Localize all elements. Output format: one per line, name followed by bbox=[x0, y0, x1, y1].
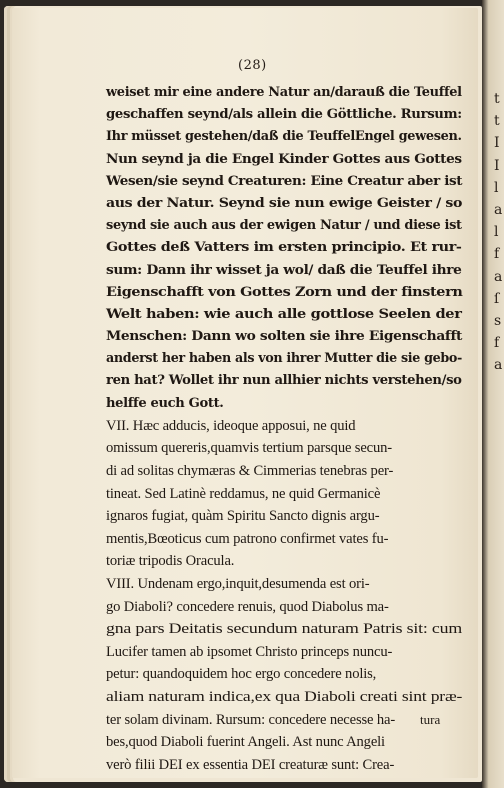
german-line: helffe euch Gott. bbox=[106, 395, 224, 411]
latin-line: VII. Hæc adducis, ideoque apposui, ne quid bbox=[106, 417, 356, 434]
catchword: tura bbox=[420, 712, 441, 727]
facing-page-letters bbox=[494, 88, 504, 376]
facing-letter: s bbox=[494, 312, 502, 329]
latin-line: di ad solitas chymæras & Cimmerias tenebras per- bbox=[106, 463, 394, 479]
german-line: Eigenschafft von Gottes Zorn und der finstern bbox=[106, 284, 463, 300]
german-line: ren hat? Wollet ihr nun allhier nichts verstehen/so bbox=[106, 373, 462, 389]
facing-letter: a bbox=[494, 201, 503, 218]
latin-line: bes,quod Diaboli fuerint Angeli. Ast nunc Angeli bbox=[106, 734, 385, 751]
facing-letter: a bbox=[494, 268, 503, 285]
latin-line: ter solam divinam. Rursum: concedere necesse ha- bbox=[106, 711, 396, 728]
latin-line: verò filii DEI ex essentia DEI creaturæ sunt: Crea- bbox=[106, 756, 395, 773]
german-line: sum: Dann ihr wisset ja wol/ daß die Teuffel ihre bbox=[106, 262, 462, 278]
german-line: aus der Natur. Seynd sie nun ewige Geister / so bbox=[106, 195, 463, 211]
latin-line: Lucifer tamen ab ipsomet Christo princeps nuncu- bbox=[106, 643, 393, 660]
facing-letter: f bbox=[494, 335, 500, 352]
latin-line: omissum quereris,quamvis tertium parsque secun- bbox=[106, 440, 392, 457]
facing-letter: t bbox=[494, 113, 500, 130]
facing-letter: f bbox=[494, 246, 500, 263]
german-paragraph bbox=[106, 82, 462, 415]
german-line: Wesen/sie seynd Creaturen: Eine Creatur aber ist bbox=[106, 173, 463, 189]
page-number: (28) bbox=[238, 58, 267, 73]
latin-line: mentis,Bœoticus cum patrono confirmet vates fu- bbox=[106, 530, 389, 547]
facing-letter: t bbox=[494, 91, 500, 107]
german-line: Nun seynd ja die Engel Kinder Gottes aus Gottes bbox=[106, 151, 462, 167]
latin-line: petur: quandoquidem hoc ergo concedere nolis, bbox=[106, 666, 377, 683]
german-line: Menschen: Dann wo solten sie ihre Eigenschafft bbox=[106, 329, 463, 345]
german-line: geschaffen seynd/als allein die Göttliche. Rursum: bbox=[106, 107, 462, 123]
facing-letter: l bbox=[494, 224, 499, 241]
german-line: Welt haben: wie auch alle gottlose Seelen der bbox=[106, 306, 462, 322]
facing-letter: ſ bbox=[494, 290, 500, 307]
german-line: Ihr müsset gestehen/daß die TeuffelEngel gewesen. bbox=[106, 129, 462, 145]
latin-paragraphs bbox=[106, 415, 462, 777]
latin-line: ignaros fugiat, quàm Spiritu Sancto dignis argu- bbox=[106, 508, 380, 525]
latin-line: gna pars Deitatis secundum naturam Patris sit: cum bbox=[106, 621, 463, 638]
facing-letter: I bbox=[494, 157, 500, 174]
german-line: anderst her haben als von ihrer Mutter die sie gebo- bbox=[106, 351, 462, 367]
latin-line: VIII. Undenam ergo,inquit,desumenda est ori- bbox=[106, 575, 370, 592]
facing-letter: I bbox=[494, 135, 500, 152]
latin-line: go Diaboli? concedere renuis, quod Diabolus ma- bbox=[106, 598, 389, 615]
latin-line: toriæ tripodis Oracula. bbox=[106, 553, 235, 570]
facing-letter: l bbox=[494, 179, 499, 196]
german-line: seynd sie auch aus der ewigen Natur / und diese ist bbox=[106, 218, 462, 234]
german-line: Gottes deß Vatters im ersten principio. Et rur- bbox=[106, 240, 462, 256]
facing-letter: a bbox=[494, 357, 503, 374]
latin-line: aliam naturam indica,ex qua Diaboli creati sint præ- bbox=[106, 688, 463, 705]
latin-line: tineat. Sed Latinè reddamus, ne quid Germanicè bbox=[106, 485, 381, 502]
page-text bbox=[106, 82, 462, 776]
german-line: weiset mir eine andere Natur an/darauß die Teuffel bbox=[106, 85, 462, 100]
